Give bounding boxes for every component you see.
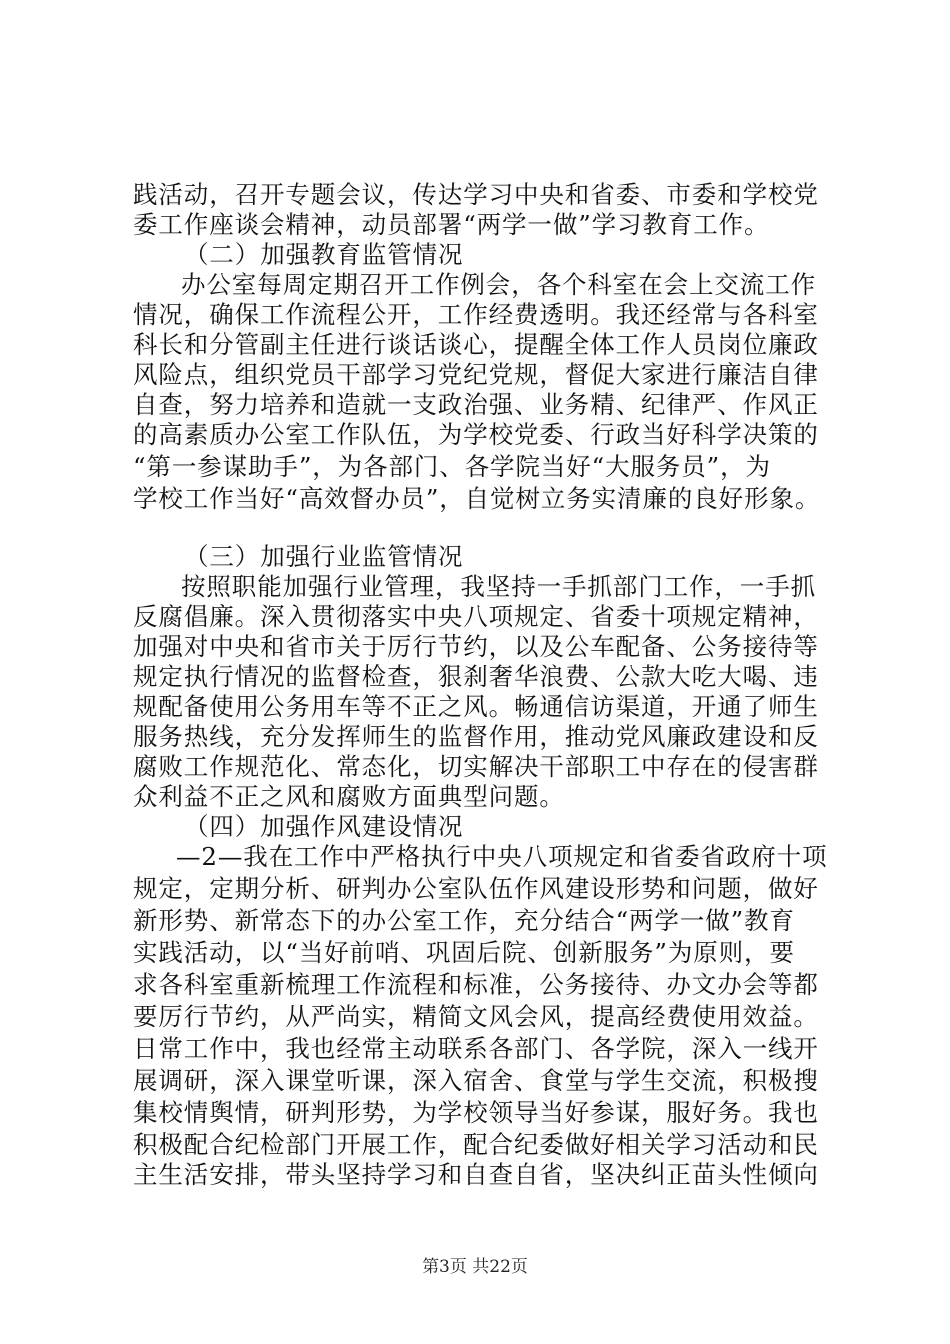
text-line: 展调研，深入课堂听课，深入宿舍、食堂与学生交流，积极搜 — [133, 1066, 819, 1095]
text-line: 规配备使用公务用车等不正之风。畅通信访渠道，开通了师生 — [133, 692, 819, 721]
text-line: 办公室每周定期召开工作例会，各个科室在会上交流工作 — [181, 270, 816, 299]
text-line: 服务热线，充分发挥师生的监督作用，推动党风廉政建设和反 — [133, 722, 819, 751]
text-line: 践活动，召开专题会议，传达学习中央和省委、市委和学校党 — [133, 180, 819, 209]
text-line: 积极配合纪检部门开展工作，配合纪委做好相关学习活动和民 — [133, 1130, 819, 1159]
text-line: 规定，定期分析、研判办公室队伍作风建设形势和问题，做好 — [133, 874, 819, 903]
text-line: 科长和分管副主任进行谈话谈心，提醒全体工作人员岗位廉政 — [133, 330, 819, 359]
text-line: 腐败工作规范化、常态化，切实解决干部职工中存在的侵害群 — [133, 752, 819, 781]
text-line: 新形势、新常态下的办公室工作，充分结合“两学一做”教育 — [133, 906, 795, 935]
section-heading: （三）加强行业监管情况 — [184, 542, 464, 571]
text-line: 求各科室重新梳理工作流程和标准，公务接待、办文办会等都 — [133, 970, 819, 999]
text-line: 委工作座谈会精神，动员部署“两学一做”学习教育工作。 — [133, 210, 770, 239]
section-heading: （二）加强教育监管情况 — [184, 240, 464, 269]
text-line: 学校工作当好“高效督办员”，自觉树立务实清廉的良好形象。 — [133, 484, 821, 513]
text-line: 风险点，组织党员干部学习党纪党规，督促大家进行廉洁自律 — [133, 360, 819, 389]
text-line: 加强对中央和省市关于厉行节约，以及公车配备、公务接待等 — [133, 632, 819, 661]
text-line: 实践活动，以“当好前哨、巩固后院、创新服务”为原则，要 — [133, 938, 795, 967]
text-line: 主生活安排，带头坚持学习和自查自省，坚决纠正苗头性倾向 — [133, 1160, 819, 1189]
text-line: —2—我在工作中严格执行中央八项规定和省委省政府十项 — [176, 842, 828, 871]
text-line: 集校情舆情，研判形势，为学校领导当好参谋，服好务。我也 — [133, 1098, 819, 1127]
text-line: 规定执行情况的监督检查，狠刹奢华浪费、公款大吃大喝、违 — [133, 662, 819, 691]
text-line: 的高素质办公室工作队伍，为学校党委、行政当好科学决策的 — [133, 420, 819, 449]
text-line: 情况，确保工作流程公开，工作经费透明。我还经常与各科室 — [133, 300, 819, 329]
section-heading: （四）加强作风建设情况 — [184, 812, 464, 841]
text-line: 众利益不正之风和腐败方面典型问题。 — [133, 782, 565, 811]
text-line: 要厉行节约，从严尚实，精简文风会风，提高经费使用效益。 — [133, 1002, 819, 1031]
page-number-footer: 第3页 共22页 — [422, 1257, 528, 1277]
text-line: 日常工作中，我也经常主动联系各部门、各学院，深入一线开 — [133, 1034, 819, 1063]
text-line: “第一参谋助手”，为各部门、各学院当好“大服务员”，为 — [133, 452, 771, 481]
text-line: 自查，努力培养和造就一支政治强、业务精、纪律严、作风正 — [133, 390, 819, 419]
text-line: 反腐倡廉。深入贯彻落实中央八项规定、省委十项规定精神， — [133, 602, 819, 631]
text-line: 按照职能加强行业管理，我坚持一手抓部门工作，一手抓 — [181, 572, 816, 601]
